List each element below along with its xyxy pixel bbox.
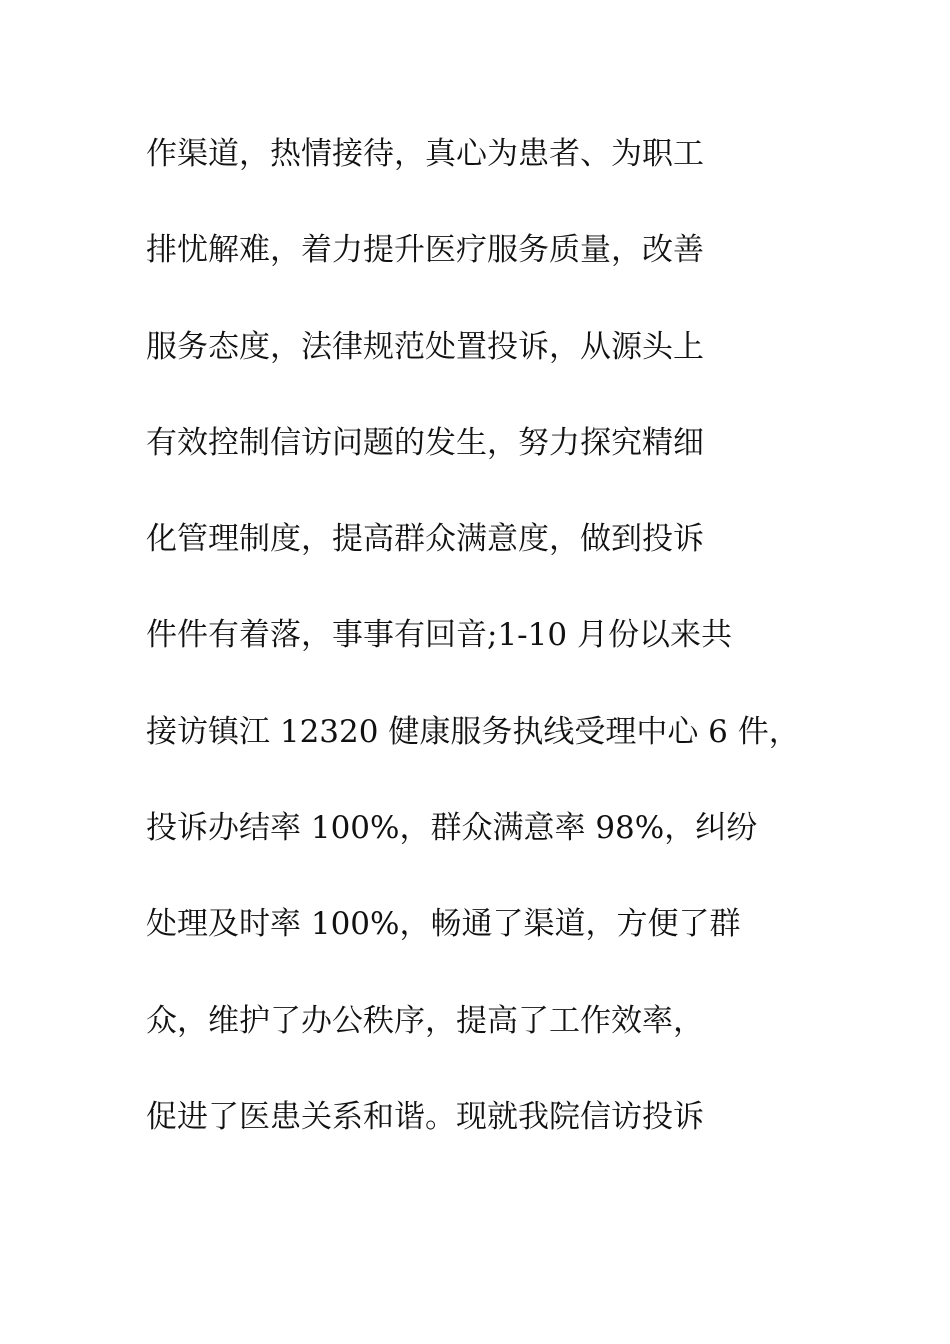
text-line: 作渠道，热情接待，真心为患者、为职工 <box>146 136 704 172</box>
text-line: 件件有着落，事事有回音;1-10 月份以来共 <box>146 617 732 654</box>
text-line: 排忧解难，着力提升医疗服务质量，改善 <box>146 232 704 269</box>
text-line: 有效控制信访问题的发生，努力探究精细 <box>146 424 704 461</box>
text-line: 众，维护了办公秩序，提高了工作效率， <box>146 1002 704 1039</box>
text-line: 服务态度，法律规范处置投诉，从源头上 <box>146 328 704 365</box>
text-line: 促进了医患关系和谐。现就我院信访投诉 <box>146 1098 704 1135</box>
text-line: 投诉办结率 100%，群众满意率 98%，纠纷 <box>146 810 758 847</box>
text-line: 接访镇江 12320 健康服务执线受理中心 6 件， <box>146 713 800 750</box>
text-line: 处理及时率 100%，畅通了渠道，方便了群 <box>146 906 741 943</box>
text-line: 化管理制度，提高群众满意度，做到投诉 <box>146 521 704 558</box>
body-paragraph <box>146 126 866 1185</box>
